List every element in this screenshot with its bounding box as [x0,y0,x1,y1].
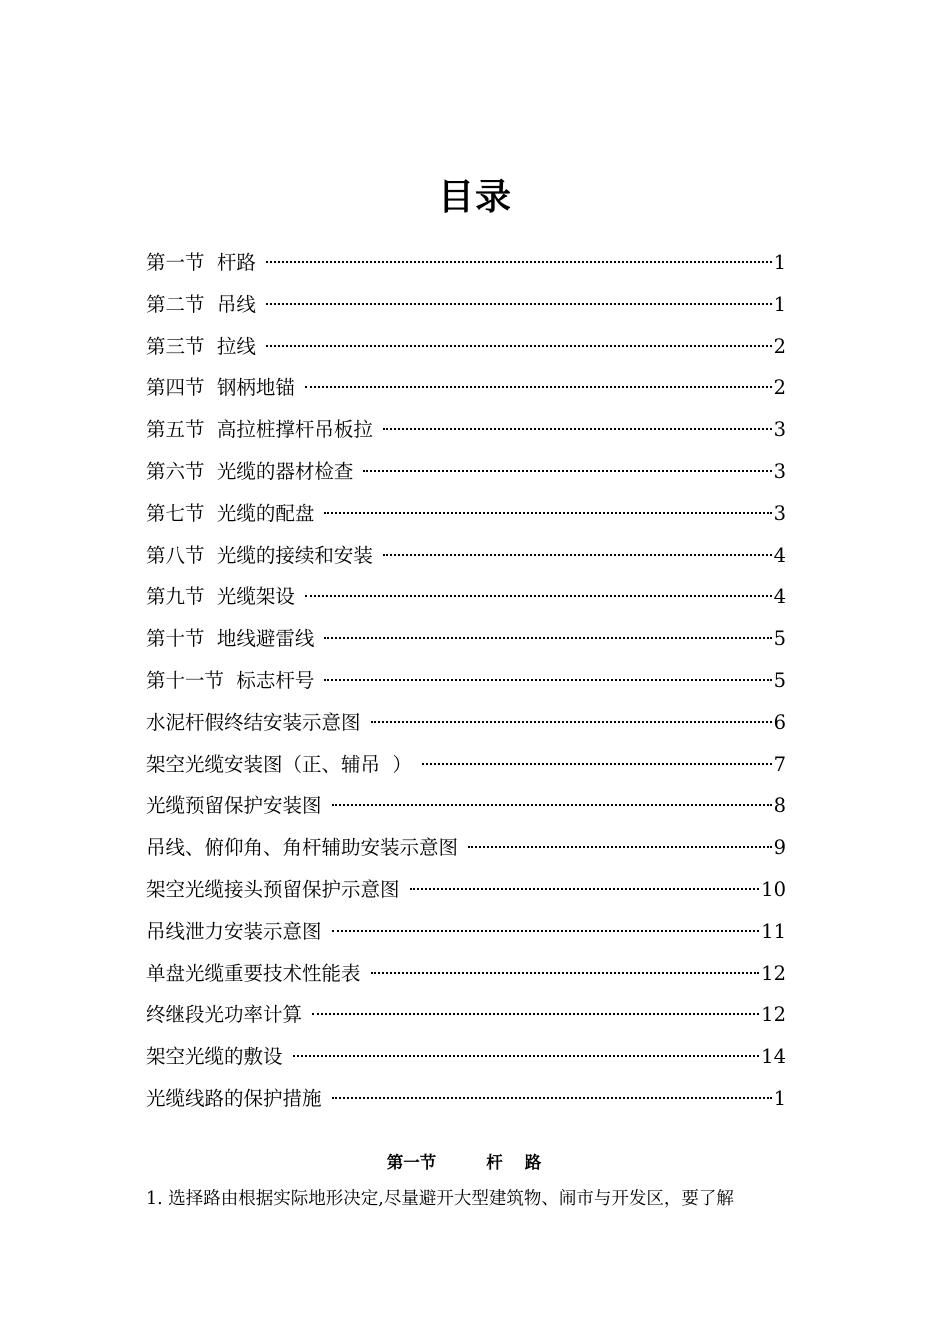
section-title: 杆路 [486,1153,564,1172]
toc-entry[interactable] [146,535,786,577]
toc-entry-page: 4 [773,585,786,609]
toc-dot-leader [332,930,760,932]
toc-entry[interactable] [146,785,786,827]
toc-entry-text: 单盘光缆重要技术性能表 [146,961,361,985]
toc-entry-page: 14 [761,1045,786,1069]
toc-dot-leader [332,804,772,806]
toc-entry[interactable] [146,911,786,953]
toc-entry-text: 第二节 吊线 [146,292,256,316]
toc-entry[interactable] [146,953,786,995]
toc-entry[interactable] [146,409,786,451]
toc-entry-page: 2 [773,334,786,358]
toc-entry-page: 5 [773,627,786,651]
toc-entry-text: 第六节 光缆的器材检查 [146,459,354,483]
toc-entry[interactable] [146,618,786,660]
toc-entry-text: 第四节 钢柄地锚 [146,376,295,400]
toc-entry-page: 8 [773,794,786,818]
toc-entry-page: 6 [773,710,786,734]
toc-entry[interactable] [146,367,786,409]
toc-dot-leader [293,1055,760,1057]
toc-entry-page: 5 [773,668,786,692]
toc-dot-leader [383,428,772,430]
toc-entry-text: 第七节 光缆的配盘 [146,501,315,525]
toc-dot-leader [266,303,772,305]
toc-entry-page: 3 [773,501,786,525]
toc-entry-text: 水泥杆假终结安装示意图 [146,710,361,734]
toc-dot-leader [266,261,772,263]
toc-dot-leader [383,554,772,556]
toc-entry-page: 2 [773,376,786,400]
toc-entry[interactable] [146,1036,786,1078]
toc-entry-text: 光缆预留保护安装图 [146,794,322,818]
toc-entry[interactable] [146,493,786,535]
toc-entry[interactable] [146,451,786,493]
section-number: 第一节 [386,1153,437,1172]
toc-entry-text: 第九节 光缆架设 [146,585,295,609]
toc-dot-leader [363,470,771,472]
toc-dot-leader [324,679,771,681]
toc-entry-page: 9 [773,836,786,860]
toc-entry[interactable] [146,326,786,368]
toc-entry[interactable] [146,1078,786,1120]
toc-entry-page: 12 [761,1003,786,1027]
toc-entry[interactable] [146,827,786,869]
toc-dot-leader [468,846,772,848]
toc-entry-page: 1 [773,1086,786,1110]
toc-dot-leader [410,888,760,890]
toc-entry-text: 第五节 高拉桩撑杆吊板拉 [146,418,373,442]
toc-entry[interactable] [146,869,786,911]
toc-entry[interactable] [146,744,786,786]
toc-entry-text: 终继段光功率计算 [146,1003,303,1027]
toc-entry-page: 3 [773,418,786,442]
toc-entry-page: 10 [761,877,786,901]
table-of-contents [146,242,786,1120]
toc-entry-text: 第三节 拉线 [146,334,256,358]
toc-entry-text: 架空光缆的敷设 [146,1045,283,1069]
toc-entry-page: 4 [773,543,786,567]
toc-dot-leader [305,595,772,597]
toc-entry[interactable] [146,702,786,744]
toc-title: 目录 [437,177,512,218]
toc-entry[interactable] [146,576,786,618]
toc-entry-page: 1 [773,251,786,274]
toc-entry-page: 3 [773,459,786,483]
toc-entry-text: 第十节 地线避雷线 [146,627,315,651]
toc-entry-page: 11 [761,919,786,943]
toc-entry-text: 架空光缆安装图（正、辅吊 ） [146,752,412,776]
toc-entry-text: 吊线、俯仰角、角杆辅助安装示意图 [146,836,459,860]
toc-dot-leader [324,637,771,639]
toc-entry-text: 第八节 光缆的接续和安装 [146,543,373,567]
toc-entry-page: 12 [761,961,786,985]
toc-dot-leader [371,721,772,723]
toc-entry-page: 7 [773,752,786,776]
toc-dot-leader [371,972,760,974]
toc-entry-text: 光缆线路的保护措施 [146,1086,322,1110]
section-heading [0,1150,950,1176]
toc-dot-leader [324,512,771,514]
toc-entry[interactable] [146,994,786,1036]
toc-dot-leader [422,763,772,765]
toc-entry-text: 第十一节 标志杆号 [146,668,315,692]
body-paragraph: 1. 选择路由根据实际地形决定,尽量避开大型建筑物、闹市与开发区，要了解 [146,1189,734,1209]
toc-entry-page: 1 [773,292,786,316]
toc-entry[interactable] [146,284,786,326]
toc-dot-leader [312,1013,759,1015]
toc-dot-leader [305,386,772,388]
toc-entry[interactable] [146,242,786,284]
toc-entry-text: 架空光缆接头预留保护示意图 [146,877,400,901]
toc-dot-leader [266,345,772,347]
toc-entry-text: 吊线泄力安装示意图 [146,919,322,943]
toc-entry-text: 第一节 杆路 [146,251,256,274]
toc-entry[interactable] [146,660,786,702]
toc-dot-leader [332,1097,772,1099]
